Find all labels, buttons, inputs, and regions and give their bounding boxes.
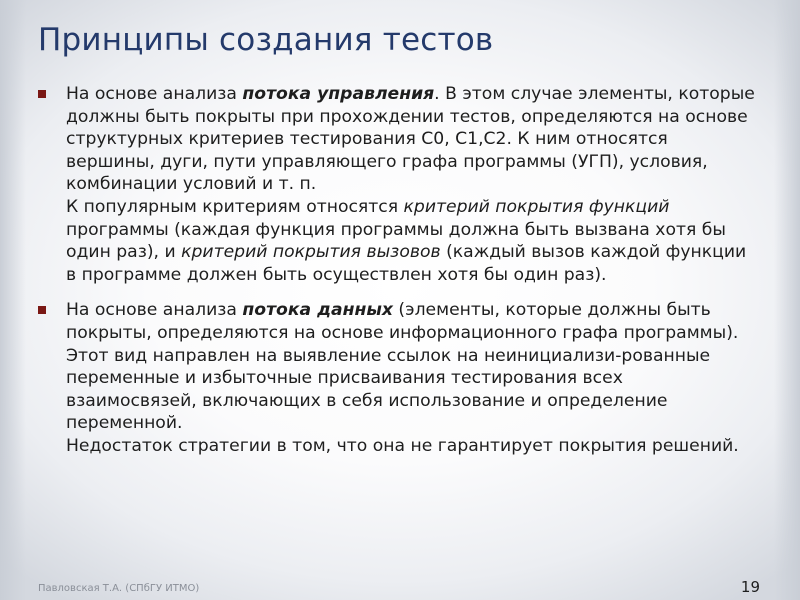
square-bullet-icon: [38, 306, 46, 314]
bullet-paragraph: Недостаток стратегии в том, что она не гарантирует покрытия решений.: [66, 435, 739, 456]
text-run: На основе анализа: [66, 300, 243, 321]
slide-content: [38, 83, 758, 458]
term-control-flow: потока управления: [242, 84, 435, 104]
square-bullet-icon: [38, 90, 46, 98]
text-run: . В этом случае элементы, которые должны быть покрыты при прохождении тестов, определяются на основе структурных критериев тестирования С0, С1,С2. К ним относятся вершины, дуги, пути управляющего графа программы (УГП), условия, комбинации условий и т. п.: [66, 84, 755, 195]
bullet-paragraph: [66, 299, 758, 344]
text-run: На основе анализа: [66, 84, 243, 104]
bullet-paragraph: [66, 83, 758, 196]
page-number: 19: [740, 578, 760, 596]
term-call-coverage: критерий покрытия вызовов: [181, 242, 441, 263]
bullet-control-flow: [38, 83, 758, 286]
text-run: программы (каждая функция программы должна быть вызвана хотя бы один раз), и: [66, 219, 726, 263]
term-function-coverage: критерий покрытия функций: [403, 196, 670, 217]
text-run: К популярным критериям относятся: [66, 196, 404, 217]
bullet-paragraph: Этот вид направлен на выявление ссылок на неинициализи-рованные переменные и избыточные присваивания тестирования всех взаимосвязей, включающих в себя использование и определение переменной.: [66, 345, 711, 434]
bullet-data-flow: [38, 299, 758, 457]
bullet-paragraph: [66, 196, 758, 286]
slide-edge-right: [774, 0, 800, 600]
footer-author: Павловская Т.А. (СПбГУ ИТМО): [38, 583, 200, 594]
text-run: (каждый вызов каждой функции в программе должен быть осуществлен хотя бы один раз).: [66, 242, 747, 285]
slide-title: Принципы создания тестов: [38, 22, 494, 58]
text-run: (элементы, которые должны быть покрыты, определяются на основе информационного графа программы).: [66, 300, 739, 343]
term-data-flow: потока данных: [242, 300, 393, 321]
slide-edge-left: [0, 0, 26, 600]
